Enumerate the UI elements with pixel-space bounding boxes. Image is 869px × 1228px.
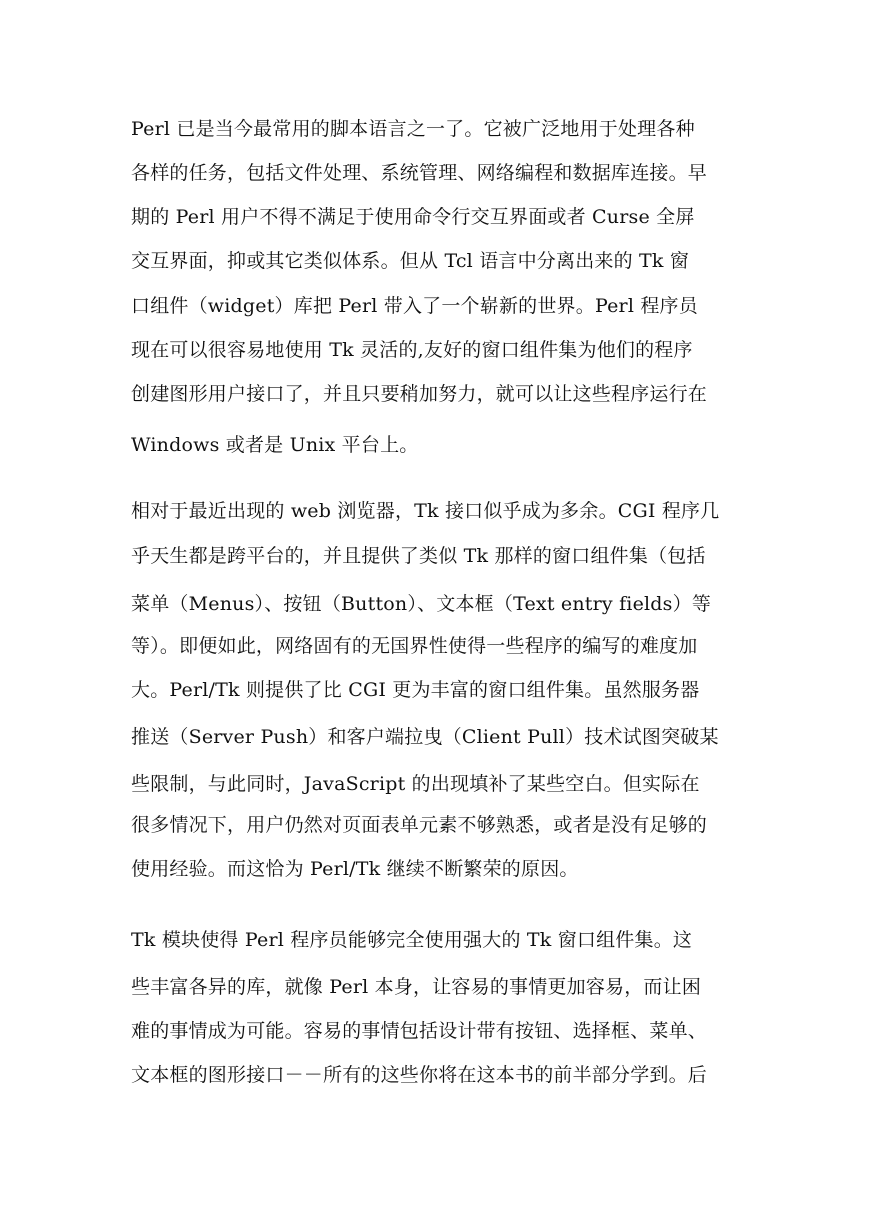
text-line: 各样的任务，包括文件处理、系统管理、网络编程和数据库连接。早: [131, 162, 708, 184]
text-line: 文本框的图形接口－－所有的这些你将在这本书的前半部分学到。后: [131, 1064, 708, 1086]
text-line: 很多情况下，用户仍然对页面表单元素不够熟悉，或者是没有足够的: [131, 814, 708, 836]
text-line: 乎天生都是跨平台的，并且提供了类似 Tk 那样的窗口组件集（包括: [131, 545, 706, 567]
text-line: 些限制，与此同时，JavaScript 的出现填补了某些空白。但实际在: [131, 773, 700, 795]
text-line: 等）。即便如此，网络固有的无国界性使得一些程序的编写的难度加: [131, 635, 698, 657]
text-line: 菜单（Menus）、按钮（Button）、文本框（Text entry fields）等: [131, 593, 712, 615]
text-line: 些丰富各异的库，就像 Perl 本身，让容易的事情更加容易，而让困: [131, 976, 702, 998]
text-line: 创建图形用户接口了，并且只要稍加努力，就可以让这些程序运行在: [131, 383, 708, 405]
text-line: 大。Perl/Tk 则提供了比 CGI 更为丰富的窗口组件集。虽然服务器: [131, 679, 700, 701]
text-line: 难的事情成为可能。容易的事情包括设计带有按钮、选择框、菜单、: [131, 1020, 708, 1042]
text-line: 使用经验。而这恰为 Perl/Tk 继续不断繁荣的原因。: [131, 858, 579, 880]
text-line: Tk 模块使得 Perl 程序员能够完全使用强大的 Tk 窗口组件集。这: [131, 929, 693, 951]
text-line: Windows 或者是 Unix 平台上。: [131, 434, 419, 456]
text-line: 口组件（widget）库把 Perl 带入了一个崭新的世界。Perl 程序员: [131, 295, 698, 317]
text-line: 交互界面，抑或其它类似体系。但从 Tcl 语言中分离出来的 Tk 窗: [131, 250, 690, 272]
text-line: 相对于最近出现的 web 浏览器，Tk 接口似乎成为多余。CGI 程序几: [131, 500, 720, 522]
text-line: 期的 Perl 用户不得不满足于使用命令行交互界面或者 Curse 全屏: [131, 206, 695, 228]
text-line: 推送（Server Push）和客户端拉曳（Client Pull）技术试图突破某: [131, 726, 719, 748]
text-line: 现在可以很容易地使用 Tk 灵活的,友好的窗口组件集为他们的程序: [131, 339, 693, 361]
text-line: Perl 已是当今最常用的脚本语言之一了。它被广泛地用于处理各种: [131, 118, 695, 140]
